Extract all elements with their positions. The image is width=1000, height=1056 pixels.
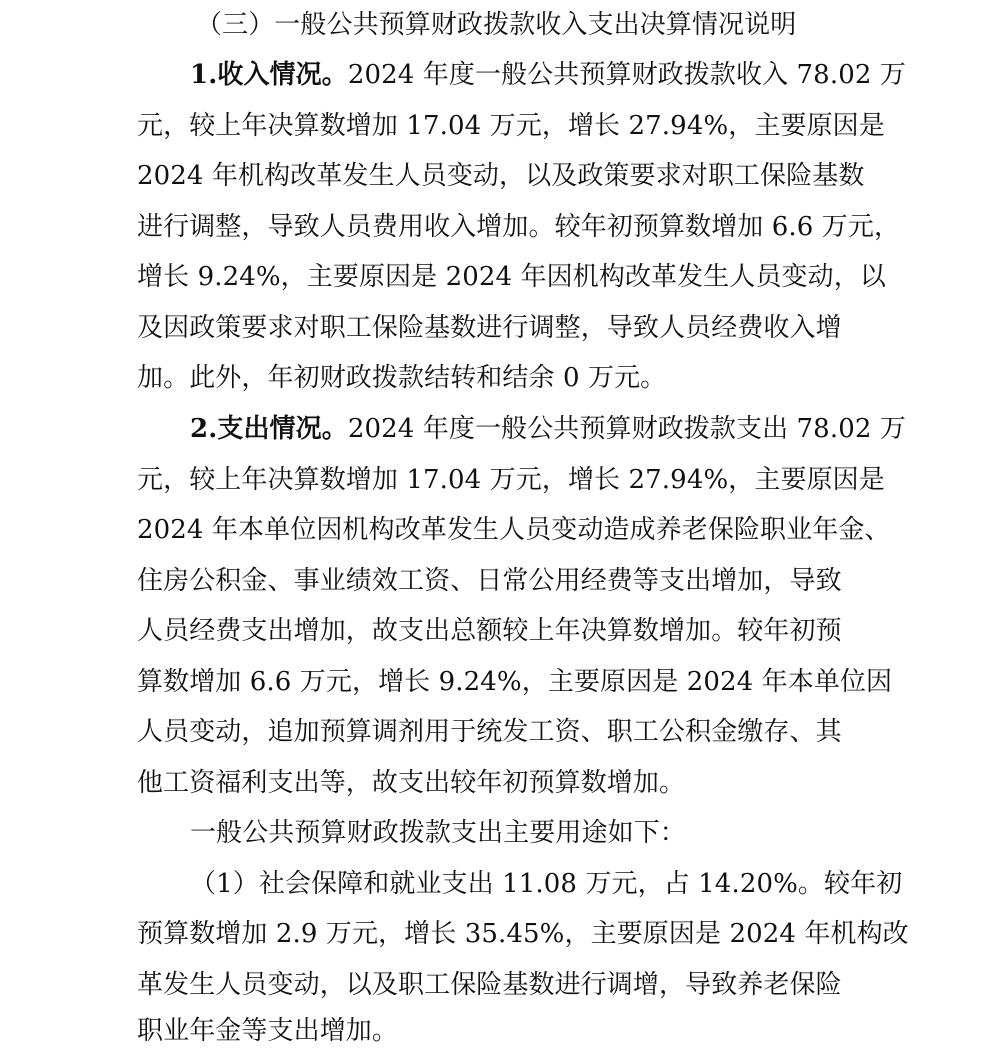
expenditure-paragraph-line-6: 算数增加 6.6 万元，增长 9.24%，主要原因是 2024 年本单位因 <box>137 667 893 697</box>
usage-item-1-line-4: 职业年金等支出增加。 <box>137 1016 399 1046</box>
usage-item-1-line-2: 预算数增加 2.9 万元，增长 35.45%，主要原因是 2024 年机构改 <box>137 919 909 949</box>
income-paragraph-line-6: 及因政策要求对职工保险基数进行调整，导致人员经费收入增 <box>137 313 842 343</box>
income-paragraph-line-4: 进行调整，导致人员费用收入增加。较年初预算数增加 6.6 万元， <box>137 212 901 242</box>
income-paragraph-line-2: 元，较上年决算数增加 17.04 万元，增长 27.94%，主要原因是 <box>137 111 885 141</box>
expenditure-paragraph-line-5: 人员经费支出增加，故支出总额较上年决算数增加。较年初预 <box>137 616 842 646</box>
expenditure-text: 2024 年度一般公共预算财政拨款支出 78.02 万 <box>347 414 906 444</box>
expenditure-title: 2.支出情况。 <box>190 414 348 444</box>
expenditure-paragraph-line-3: 2024 年本单位因机构改革发生人员变动造成养老保险职业年金、 <box>137 515 891 545</box>
usage-item-1-line-3: 革发生人员变动，以及职工保险基数进行调增，导致养老保险 <box>137 970 842 1000</box>
expenditure-paragraph-line-1 <box>0 404 1000 454</box>
expenditure-paragraph-line-8: 他工资福利支出等，故支出较年初预算数增加。 <box>137 768 686 798</box>
expenditure-paragraph-line-2: 元，较上年决算数增加 17.04 万元，增长 27.94%，主要原因是 <box>137 465 885 495</box>
income-paragraph-line-1 <box>0 50 1000 100</box>
expenditure-paragraph-line-4: 住房公积金、事业绩效工资、日常公用经费等支出增加，导致 <box>137 566 842 596</box>
income-paragraph-line-7: 加。此外，年初财政拨款结转和结余 0 万元。 <box>137 363 667 393</box>
income-paragraph-line-3: 2024 年机构改革发生人员变动，以及政策要求对职工保险基数 <box>137 161 865 191</box>
income-title: 1.收入情况。 <box>190 60 348 90</box>
income-text: 2024 年度一般公共预算财政拨款收入 78.02 万 <box>347 60 906 90</box>
usage-item-1-line-1: （1）社会保障和就业支出 11.08 万元，占 14.20%。较年初 <box>190 869 903 899</box>
expenditure-paragraph-line-7: 人员变动，追加预算调剂用于统发工资、职工公积金缴存、其 <box>137 717 842 747</box>
income-paragraph-line-5: 增长 9.24%，主要原因是 2024 年因机构改革发生人员变动，以 <box>137 262 886 292</box>
section-heading: （三）一般公共预算财政拨款收入支出决算情况说明 <box>196 10 797 40</box>
usage-intro: 一般公共预算财政拨款支出主要用途如下： <box>190 818 686 848</box>
